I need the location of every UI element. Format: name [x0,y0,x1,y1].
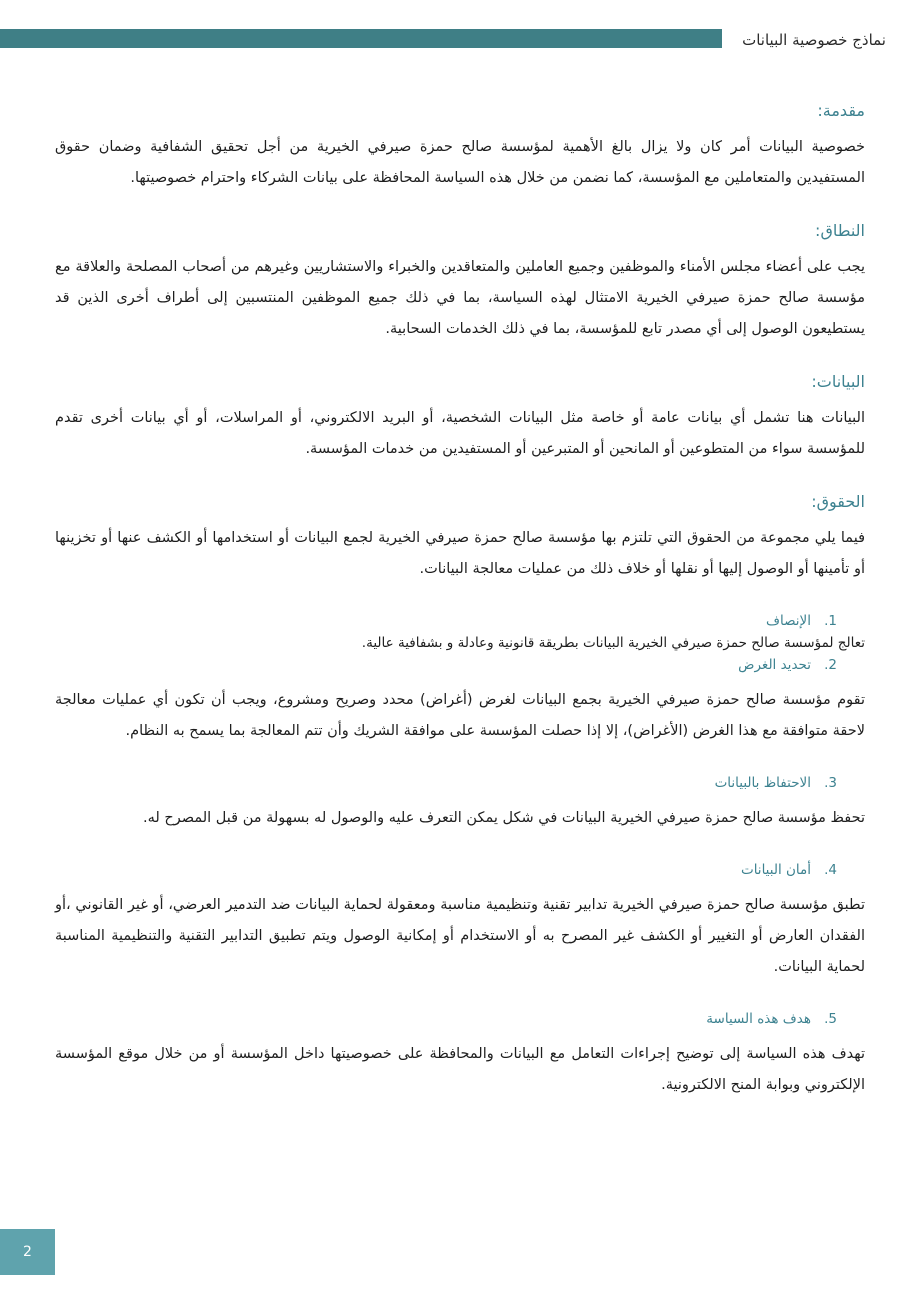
rights-paragraph: فيما يلي مجموعة من الحقوق التي تلتزم بها مؤسسة صالح حمزة صيرفي الخيرية لجمع البيانات أو استخدامها أو الكشف عنها أو تخزينها أو تأمينها أو الوصول إليها أو نقلها أو خلاف ذلك من عمليات معالجة البيانات. [55,530,865,577]
intro-paragraph: خصوصية البيانات أمر كان ولا يزال بالغ الأهمية لمؤسسة صالح حمزة صيرفي الخيرية من أجل تحقيق الشفافية وضمان حقوق المستفيدين والمتعاملين مع المؤسسة، كما نضمن من خلال هذه السياسة المحافظة على بيانات الشركاء واحترام خصوصيتها. [55,139,865,186]
data-paragraph: البيانات هنا تشمل أي بيانات عامة أو خاصة مثل البيانات الشخصية، أو البريد الالكتروني، أو المراسلات، أو أي بيانات أخرى تقدم للمؤسسة سواء من المتطوعين أو المانحين أو المتبرعين أو المستفيدين من خدمات المؤسسة. [55,410,865,457]
document-title: نماذج خصوصية البيانات [742,31,886,49]
item-title: الإنصاف [765,613,811,629]
item-text-fairness: تعالج لمؤسسة صالح حمزة صيرفي الخيرية البيانات بطريقة قانونية وعادلة و بشفافية عالية. [361,635,865,651]
item-title: تحديد الغرض [738,657,811,673]
item-text-purpose: تقوم مؤسسة صالح حمزة صيرفي الخيرية بجمع البيانات لغرض (أغراض) محدد وصريح ومشروع، ويجب أن تكون أي عمليات معالجة لاحقة متوافقة مع هذا الغرض (الأغراض)، إلا إذا حصلت المؤسسة على موافقة الشريك وأن تتم المعالجة بما يسمح به النظام. [55,692,865,739]
header-bar [0,29,722,48]
item-number: 5. [824,1011,837,1027]
item-heading-fairness [55,611,865,631]
item-text-security: تطبق مؤسسة صالح حمزة صيرفي الخيرية تدابير تقنية وتنظيمية مناسبة ومعقولة لحماية البيانات ضد التدمير العرضي، أو غير القانوني ،أو الفقدان العارض أو التغيير أو الكشف غير المصرح به أو الاستخدام أو إمكانية الوصول ويتم تطبيق التدابير التقنية والتنظيمية المناسبة لحماية البيانات. [55,897,865,975]
scope-paragraph: يجب على أعضاء مجلس الأمناء والموظفين وجميع العاملين والمتعاقدين والخبراء والاستشاريين وغيرهم من أصحاب المصلحة والعلاقة مع مؤسسة صالح حمزة صيرفي الخيرية الامتثال لهذه السياسة، بما في ذلك جميع الموظفين المنتسبين إلى أطراف أخرى الذين قد يستطيعون الوصول إلى أي مصدر تابع للمؤسسة، بما في ذلك الخدمات السحابية. [55,259,865,337]
item-heading-purpose [55,655,865,675]
item-heading-retention [55,773,865,793]
scope-heading: النطاق: [815,221,865,240]
item-number: 1. [824,613,837,629]
item-number: 4. [824,862,837,878]
item-number: 2. [824,657,837,673]
rights-heading: الحقوق: [811,492,865,511]
data-heading: البيانات: [811,372,865,391]
item-text-retention: تحفظ مؤسسة صالح حمزة صيرفي الخيرية البيانات في شكل يمكن التعرف عليه والوصول له بسهولة من قبل المصرح له. [143,810,865,826]
intro-heading: مقدمة: [817,101,865,120]
item-number: 3. [824,775,837,791]
item-title: أمان البيانات [740,862,811,878]
page-content [55,100,865,1101]
page-number: 2 [0,1229,55,1275]
item-text-policy-goal: تهدف هذه السياسة إلى توضيح إجراءات التعامل مع البيانات والمحافظة على خصوصيتها داخل المؤسسة أو من خلال موقع المؤسسة الإلكتروني وبوابة المنح الالكترونية. [55,1046,865,1093]
item-heading-policy-goal [55,1009,865,1029]
item-title: هدف هذه السياسة [706,1011,811,1027]
item-heading-security [55,860,865,880]
item-title: الاحتفاظ بالبيانات [714,775,811,791]
